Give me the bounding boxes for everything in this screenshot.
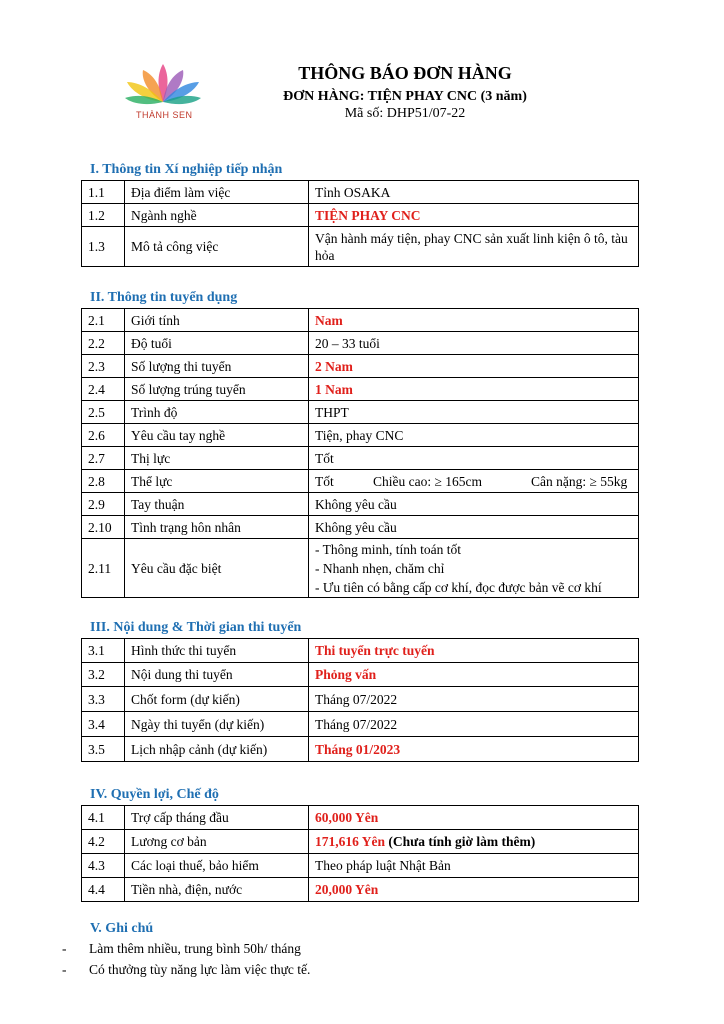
row-number: 4.1 [82,806,125,830]
row-value: 1 Nam [309,378,639,401]
row-number: 2.1 [82,309,125,332]
table-row [82,470,639,493]
row-value: Không yêu cầu [309,493,639,516]
note-bullet: - [62,941,67,956]
row-label: Lịch nhập cảnh (dự kiến) [125,737,309,762]
row-number: 2.5 [82,401,125,424]
row-value [309,830,639,854]
table-row [82,516,639,539]
row-number: 2.4 [82,378,125,401]
section-2-table [81,308,639,598]
page-title: THÔNG BÁO ĐƠN HÀNG [298,63,512,83]
row-number: 3.1 [82,639,125,663]
table-row [82,181,639,204]
row-number: 2.9 [82,493,125,516]
table-row [82,878,639,902]
section-3-title: III. Nội dung & Thời gian thi tuyển [90,620,302,635]
row-value: 20 – 33 tuổi [309,332,639,355]
row-label: Tay thuận [125,493,309,516]
page-subtitle: ĐƠN HÀNG: TIỆN PHAY CNC (3 năm) [283,89,527,104]
row-label: Chốt form (dự kiến) [125,687,309,712]
section-1-title: I. Thông tin Xí nghiệp tiếp nhận [90,162,283,177]
height-requirement: Chiều cao: ≥ 165cm [373,473,483,489]
row-value: Theo pháp luật Nhật Bản [309,854,639,878]
row-label: Lương cơ bản [125,830,309,854]
row-value: Tốt [309,447,639,470]
salary-note: (Chưa tính giờ làm thêm) [388,834,536,849]
row-value: Thi tuyển trực tuyến [309,639,639,663]
salary-value: 171,616 Yên [315,834,385,849]
row-value: 60,000 Yên [309,806,639,830]
table-row [82,447,639,470]
row-label: Độ tuổi [125,332,309,355]
table-row [82,830,639,854]
row-value: Tháng 07/2022 [309,712,639,737]
table-row [82,204,639,227]
row-label: Tiền nhà, điện, nước [125,878,309,902]
row-label: Nội dung thi tuyển [125,663,309,687]
row-label: Yêu cầu đặc biệt [125,539,309,598]
row-number: 2.11 [82,539,125,598]
row-label: Tình trạng hôn nhân [125,516,309,539]
row-value: THPT [309,401,639,424]
row-value: Vận hành máy tiện, phay CNC sản xuất linh kiện ô tô, tàu hỏa [309,227,639,267]
row-label: Ngày thi tuyển (dự kiến) [125,712,309,737]
section-1-table [81,180,639,267]
table-row [82,493,639,516]
row-value: Tháng 01/2023 [309,737,639,762]
section-4-title: IV. Quyền lợi, Chế độ [90,787,219,802]
row-number: 1.1 [82,181,125,204]
section-4-table [81,805,639,902]
row-number: 2.7 [82,447,125,470]
table-row [82,227,639,267]
row-value [309,470,639,493]
special-requirement-line: - Ưu tiên có bằng cấp cơ khí, đọc được bản vẽ cơ khí [315,579,602,595]
note-item [62,941,301,957]
row-label: Thị lực [125,447,309,470]
section-2-title: II. Thông tin tuyển dụng [90,290,238,305]
row-number: 2.6 [82,424,125,447]
table-row [82,424,639,447]
row-label: Ngành nghề [125,204,309,227]
table-row [82,639,639,663]
table-row [82,539,639,598]
row-value: 20,000 Yên [309,878,639,902]
row-label: Số lượng trúng tuyển [125,378,309,401]
table-row [82,401,639,424]
table-row [82,806,639,830]
row-value: Tiện, phay CNC [309,424,639,447]
row-number: 2.3 [82,355,125,378]
row-label: Địa điểm làm việc [125,181,309,204]
row-number: 1.3 [82,227,125,267]
row-label: Giới tính [125,309,309,332]
table-row [82,355,639,378]
row-number: 3.5 [82,737,125,762]
order-code: Mã số: DHP51/07-22 [344,106,466,121]
note-item [62,962,310,978]
row-label: Số lượng thi tuyển [125,355,309,378]
row-number: 1.2 [82,204,125,227]
row-label: Trợ cấp tháng đầu [125,806,309,830]
row-number: 4.2 [82,830,125,854]
row-number: 4.3 [82,854,125,878]
row-value: Phỏng vấn [309,663,639,687]
special-requirement-line: - Nhanh nhẹn, chăm chỉ [315,560,445,576]
weight-requirement: Cân nặng: ≥ 55kg [531,473,628,489]
row-label: Các loại thuế, bảo hiểm [125,854,309,878]
row-label: Thể lực [125,470,309,493]
row-number: 3.4 [82,712,125,737]
row-label: Hình thức thi tuyển [125,639,309,663]
row-value: TIỆN PHAY CNC [309,204,639,227]
row-number: 3.3 [82,687,125,712]
table-row [82,854,639,878]
special-requirement-line: - Thông minh, tính toán tốt [315,541,461,557]
row-label: Trình độ [125,401,309,424]
row-value: Tháng 07/2022 [309,687,639,712]
row-number: 2.8 [82,470,125,493]
table-row [82,737,639,762]
logo-text: THÀNH SEN [136,110,193,120]
row-number: 4.4 [82,878,125,902]
row-value: Không yêu cầu [309,516,639,539]
table-row [82,332,639,355]
row-label: Mô tả công việc [125,227,309,267]
row-number: 2.10 [82,516,125,539]
row-label: Yêu cầu tay nghề [125,424,309,447]
table-row [82,663,639,687]
row-value: Nam [309,309,639,332]
note-bullet: - [62,962,67,977]
section-3-table [81,638,639,762]
note-text: Có thưởng tùy năng lực làm việc thực tế. [89,962,311,977]
table-row [82,712,639,737]
row-number: 2.2 [82,332,125,355]
row-number: 3.2 [82,663,125,687]
table-row [82,309,639,332]
table-row [82,687,639,712]
row-value: 2 Nam [309,355,639,378]
row-value [309,539,639,598]
physical-value: Tốt [315,473,334,489]
row-value: Tỉnh OSAKA [309,181,639,204]
section-5-title: V. Ghi chú [90,921,154,936]
note-text: Làm thêm nhiều, trung bình 50h/ tháng [89,941,301,956]
table-row [82,378,639,401]
